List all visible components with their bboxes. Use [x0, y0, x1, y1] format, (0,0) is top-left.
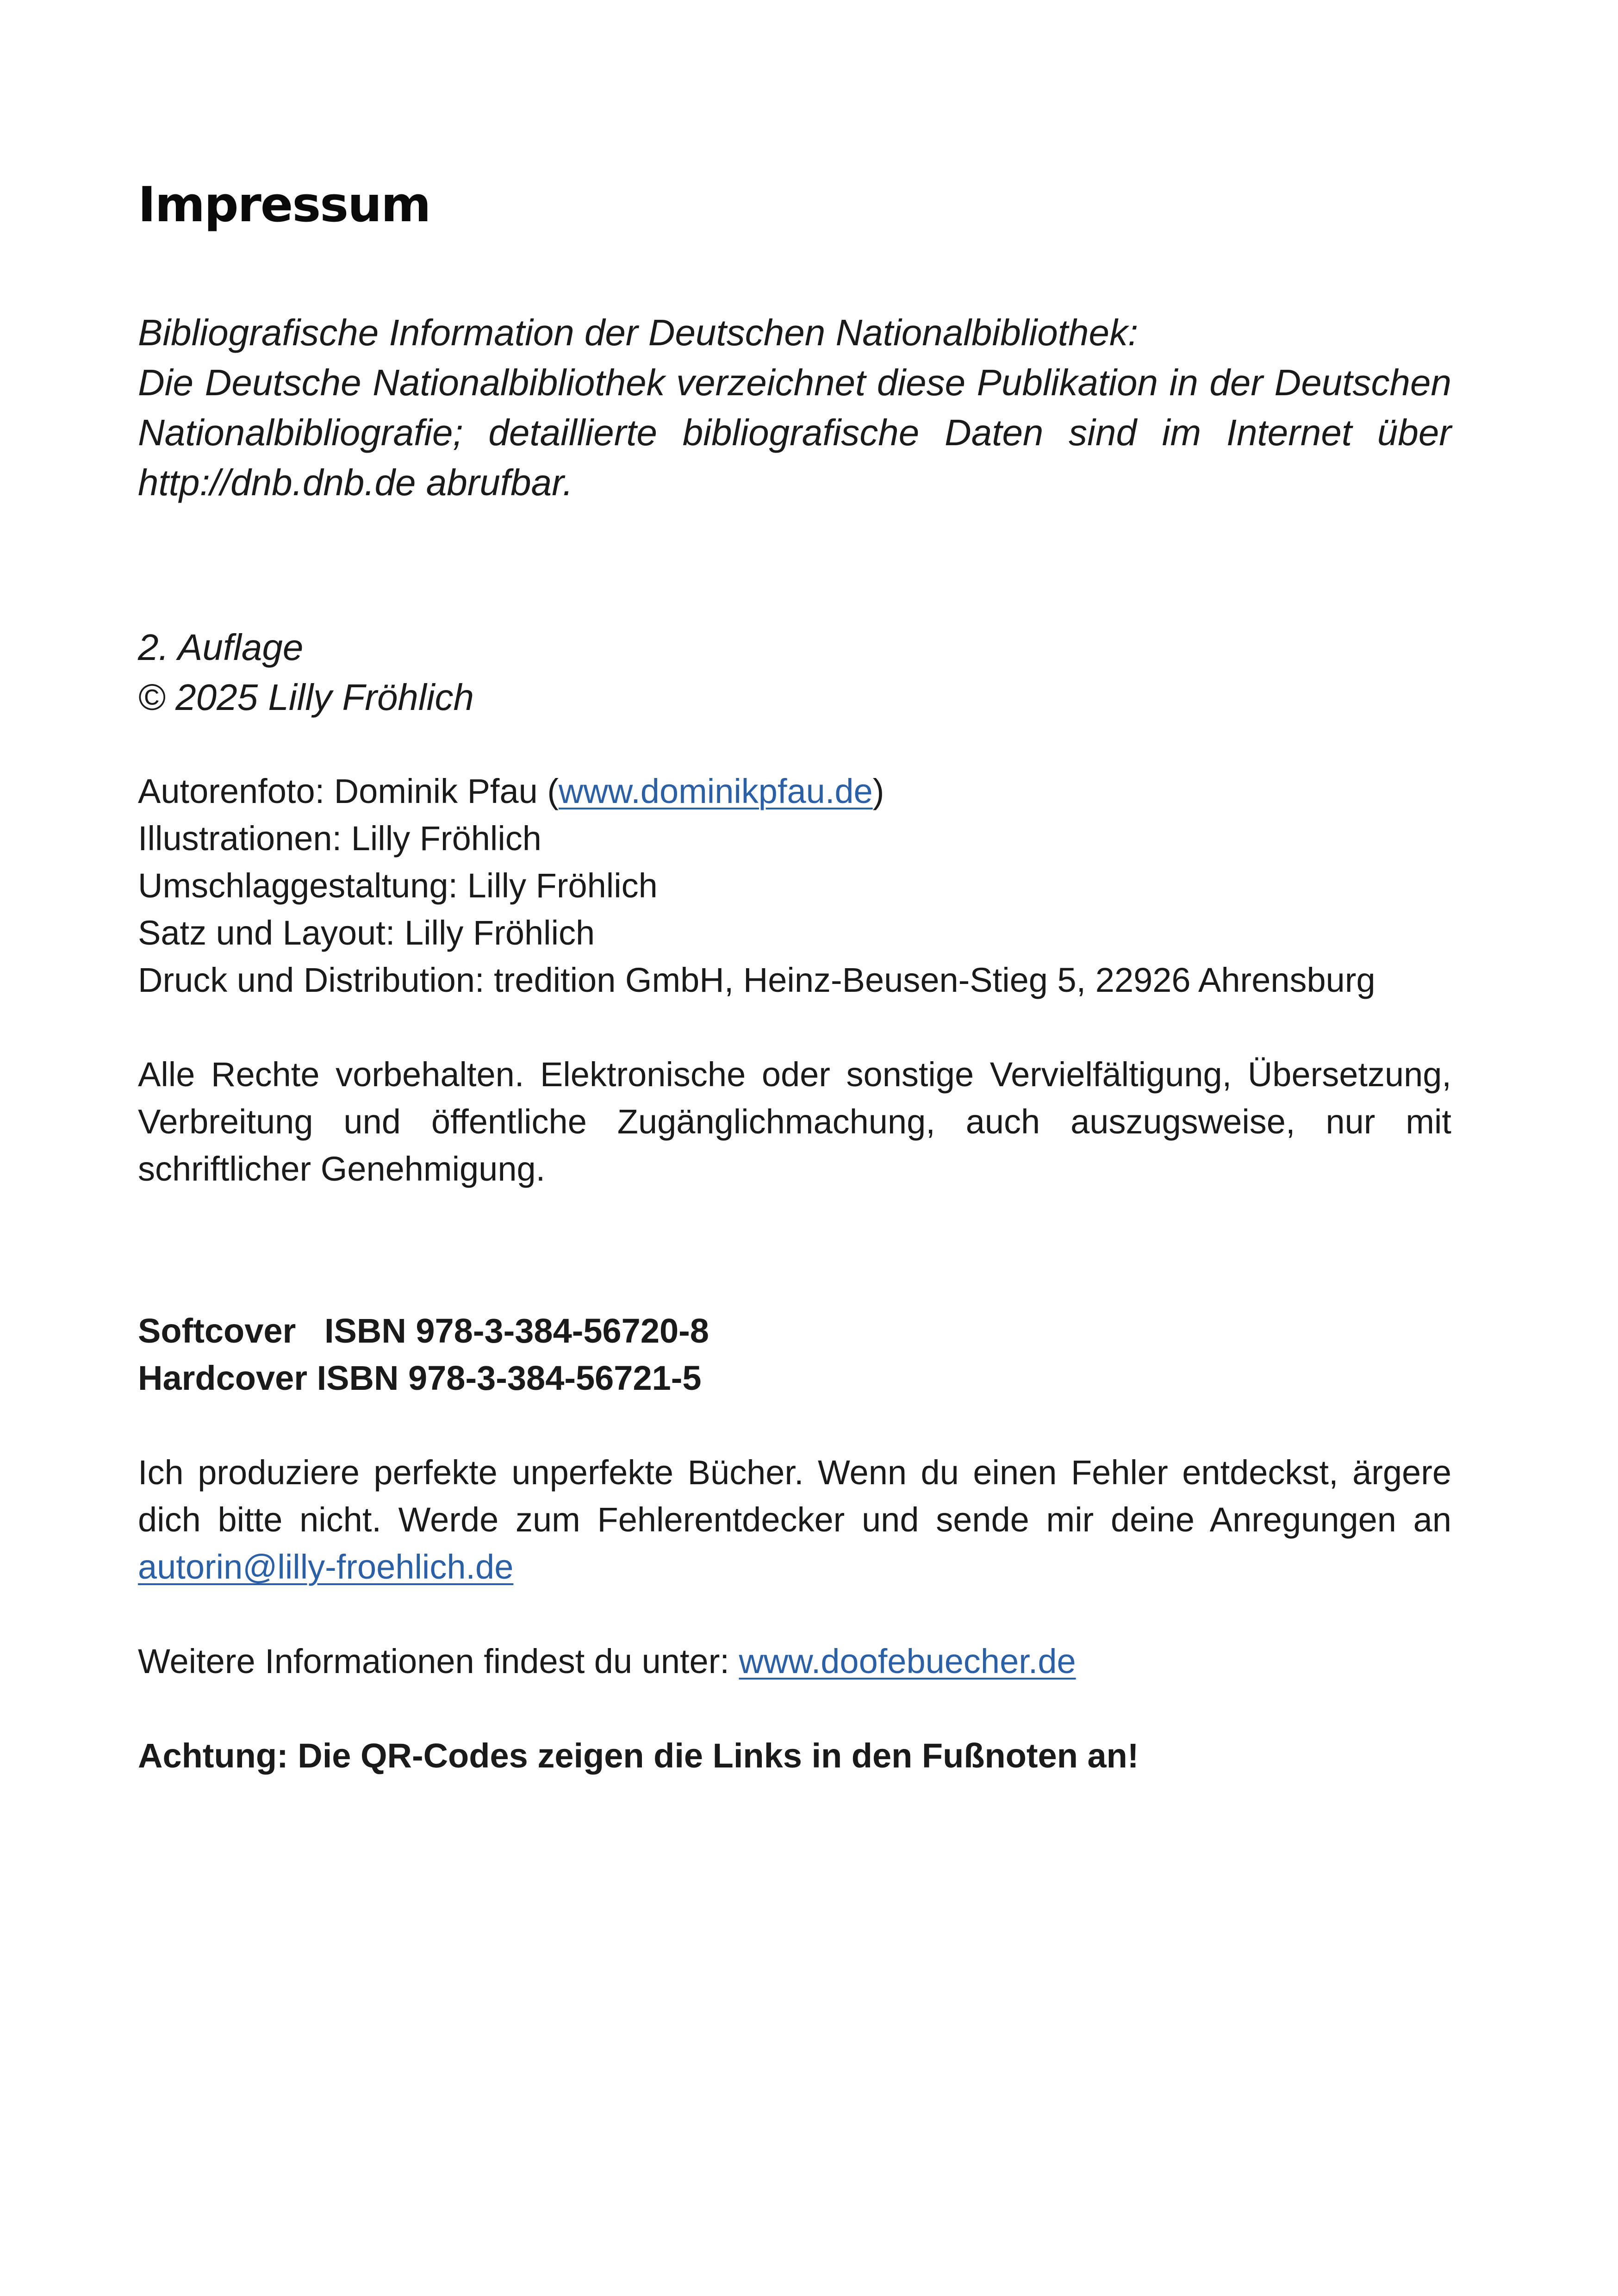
bibliographic-text: Die Deutsche Nationalbibliothek verzeichnet diese Publikation in der Deutschen Nationalbibliografie; detaillierte bibliografische Daten sind im Internet über http://dnb.dnb.de abrufbar.: [138, 361, 1451, 503]
bibliographic-heading: Bibliografische Information der Deutschen Nationalbibliothek:: [138, 311, 1139, 353]
photographer-link[interactable]: www.dominikpfau.de: [559, 772, 873, 810]
impressum-page: [138, 176, 1451, 1780]
credit-typesetting: Satz und Layout: Lilly Fröhlich: [138, 913, 595, 952]
errata-note: [138, 1449, 1451, 1591]
copyright-line: © 2025 Lilly Fröhlich: [138, 676, 474, 718]
bibliographic-info: [138, 308, 1451, 508]
author-email-link[interactable]: autorin@lilly-froehlich.de: [138, 1547, 514, 1586]
edition-label: 2. Auflage: [138, 626, 304, 668]
isbn-hardcover: Hardcover ISBN 978-3-384-56721-5: [138, 1358, 702, 1397]
credit-photo: [138, 768, 1451, 815]
page-title: Impressum: [138, 176, 430, 233]
credit-illustrations: Illustrationen: Lilly Fröhlich: [138, 819, 541, 858]
isbn-softcover: Softcover ISBN 978-3-384-56720-8: [138, 1311, 709, 1350]
edition-block: [138, 622, 1451, 722]
credit-photo-close: ): [872, 772, 884, 810]
errata-text: Ich produziere perfekte unperfekte Bücher. Wenn du einen Fehler entdeckst, ärgere dich bitte nicht. Werde zum Fehlerentdecker und sende mir deine Anregungen an: [138, 1453, 1451, 1539]
qr-code-warning: Achtung: Die QR-Codes zeigen die Links in den Fußnoten an!: [138, 1736, 1139, 1775]
credit-cover-design: Umschlaggestaltung: Lilly Fröhlich: [138, 866, 658, 905]
credit-photo-label: Autorenfoto: Dominik Pfau (: [138, 772, 559, 810]
more-info: [138, 1638, 1451, 1685]
credits-block: [138, 768, 1451, 1004]
website-link[interactable]: www.doofebuecher.de: [739, 1642, 1076, 1680]
rights-notice: Alle Rechte vorbehalten. Elektronische oder sonstige Vervielfältigung, Übersetzung, Verbreitung und öffentliche Zugänglichmachung, auch auszugsweise, nur mit schriftlicher Genehmigung.: [138, 1055, 1451, 1188]
credit-printing: Druck und Distribution: tredition GmbH, Heinz-Beusen-Stieg 5, 22926 Ahrensburg: [138, 960, 1375, 999]
isbn-block: [138, 1307, 1451, 1402]
more-info-text: Weitere Informationen findest du unter:: [138, 1642, 739, 1680]
